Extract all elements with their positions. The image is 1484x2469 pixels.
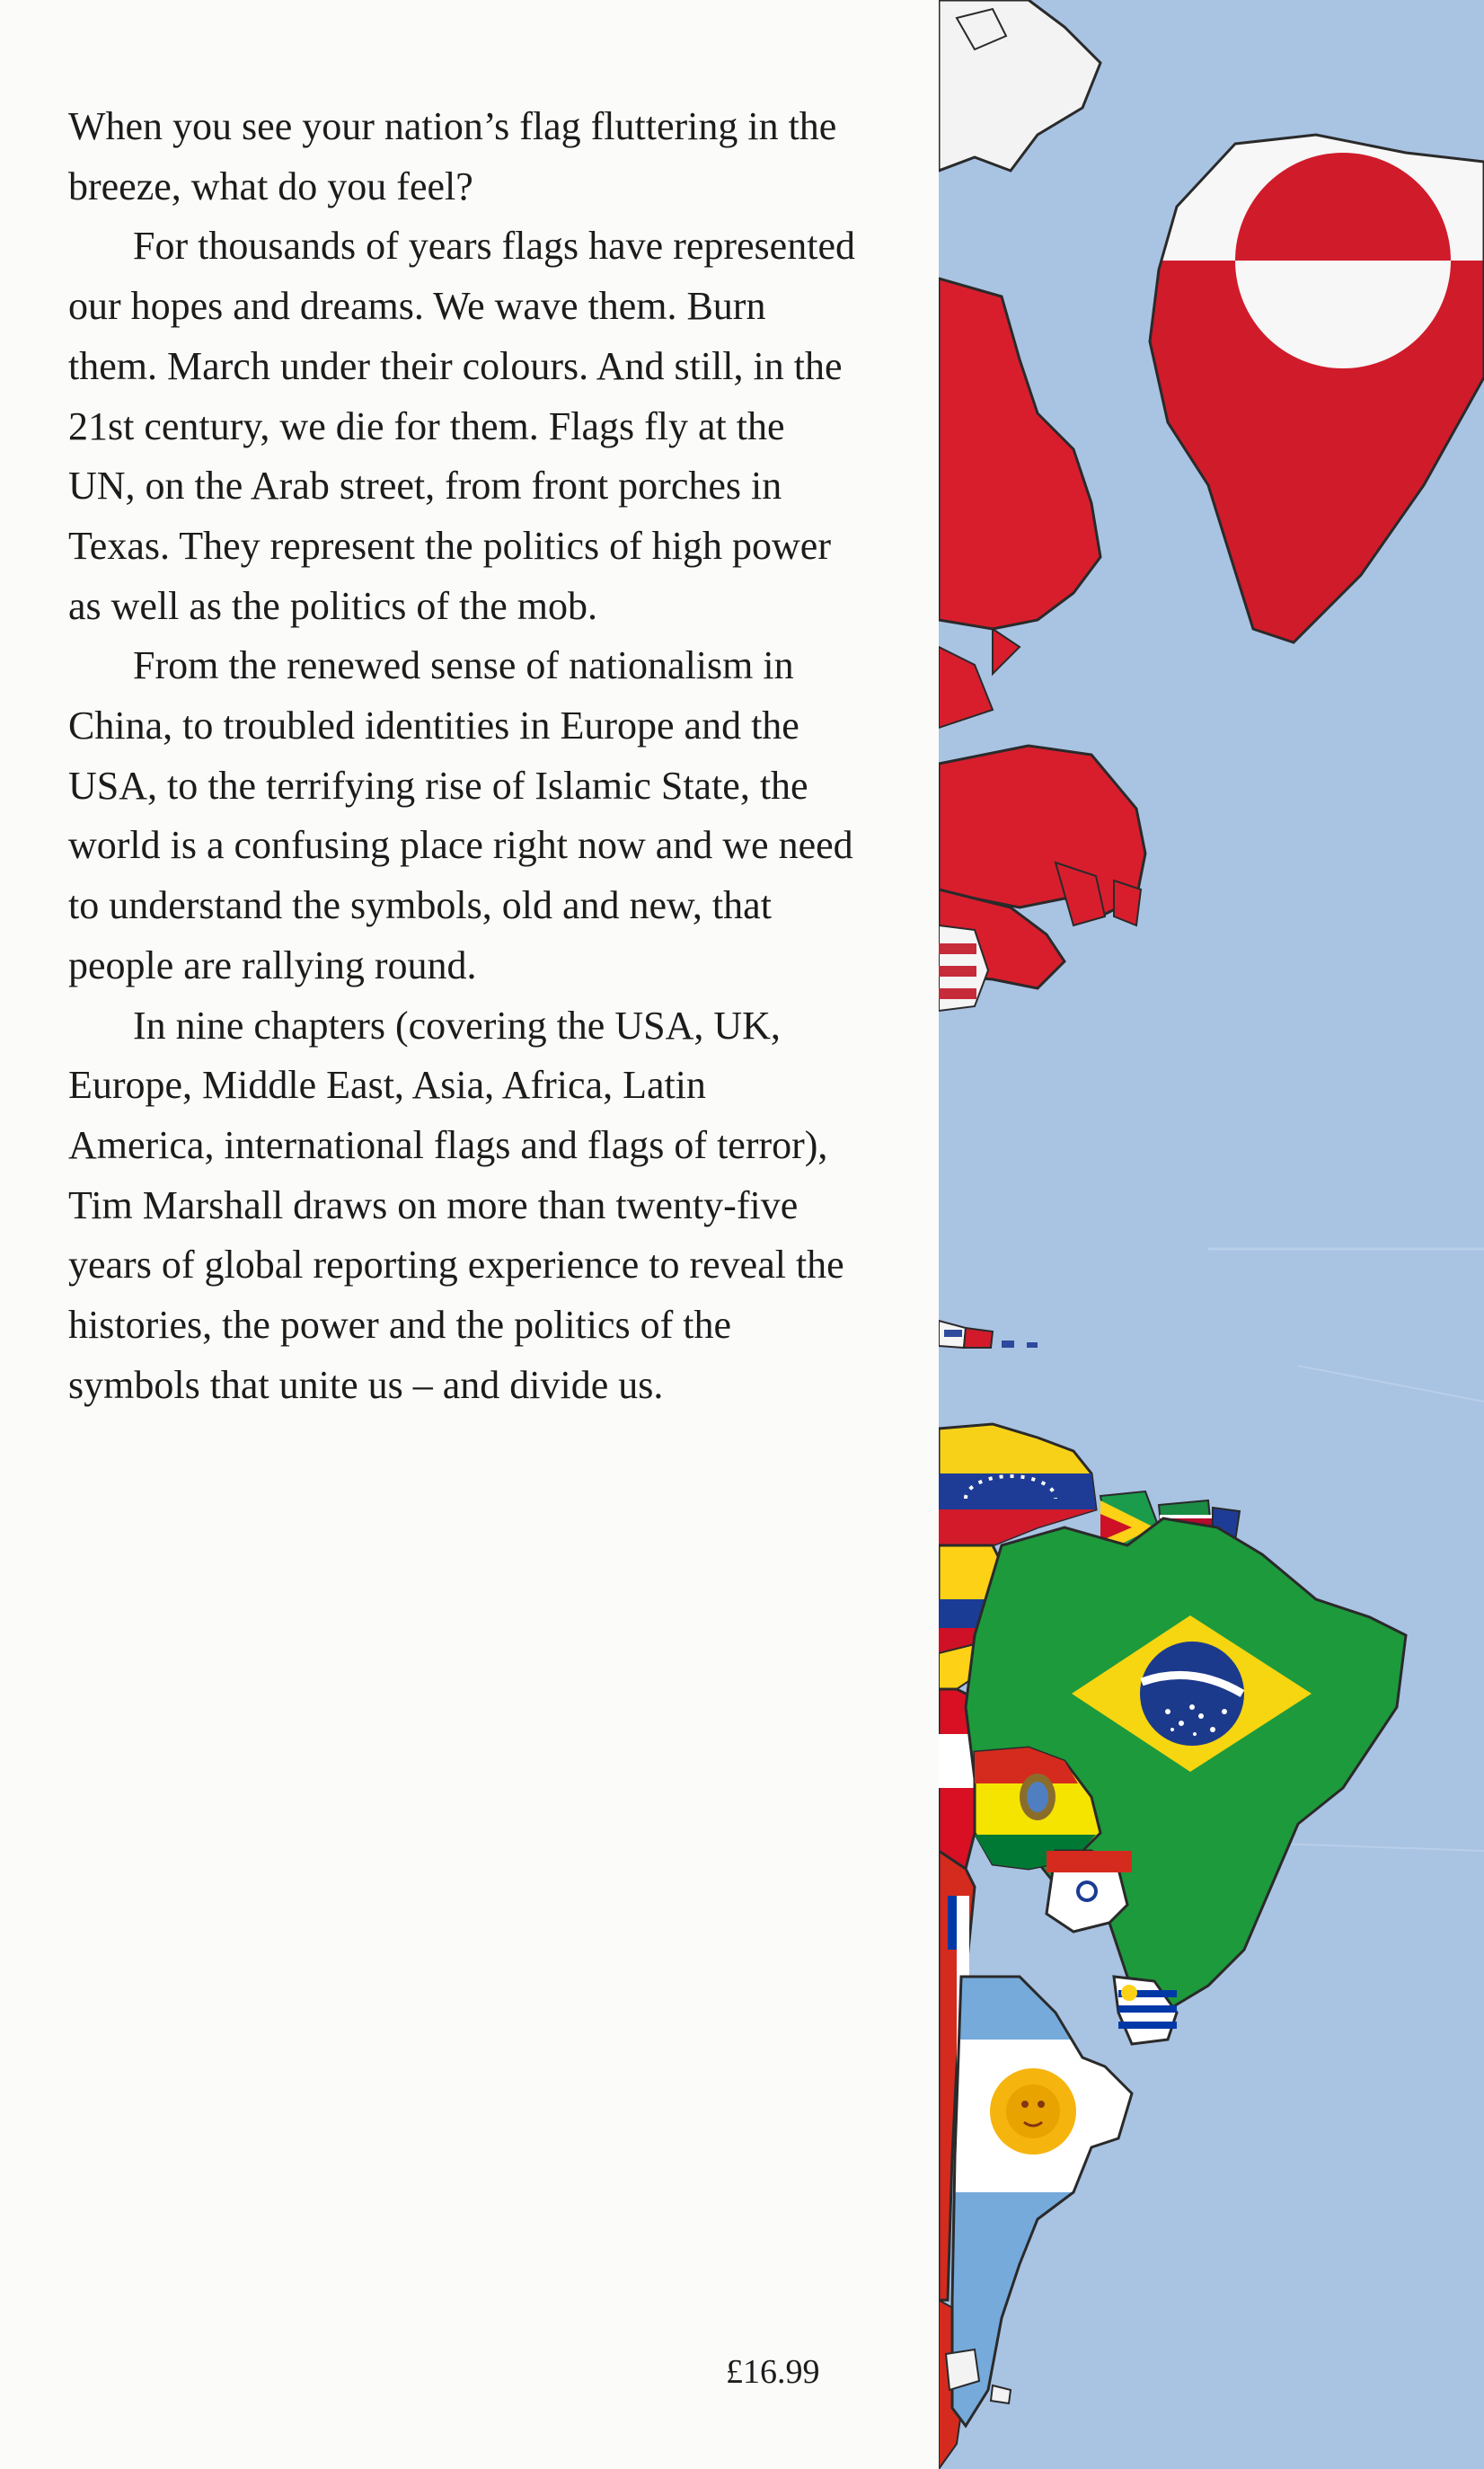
blurb-paragraph: When you see your nation’s flag fluttering in the breeze, what do you feel? xyxy=(68,104,837,208)
blurb xyxy=(68,97,859,1415)
blurb-paragraph: In nine chapters (covering the USA, UK, Europe, Middle East, Asia, Africa, Latin America, international flags and flags of terror), Tim Marshall draws on more than twenty-five years of global reporting experience to reveal the histories, the power and the politics of the symbols that unite us – and divide us. xyxy=(68,1003,844,1407)
blurb-paragraph: For thousands of years flags have represented our hopes and dreams. We wave them. Burn them. March under their colours. And still, in the 21st century, we die for them. Flags fly at the UN, on the Arab street, from front porches in Texas. They represent the politics of high power as well as the politics of the mob. xyxy=(68,224,855,628)
price: £16.99 xyxy=(726,2353,820,2391)
blurb-paragraph: From the renewed sense of nationalism in China, to troubled identities in Europe and the USA, to the terrifying rise of Islamic State, the world is a confusing place right now and we need to understand the symbols, old and new, that people are rallying round. xyxy=(68,643,853,987)
flag-map xyxy=(939,0,1484,2469)
